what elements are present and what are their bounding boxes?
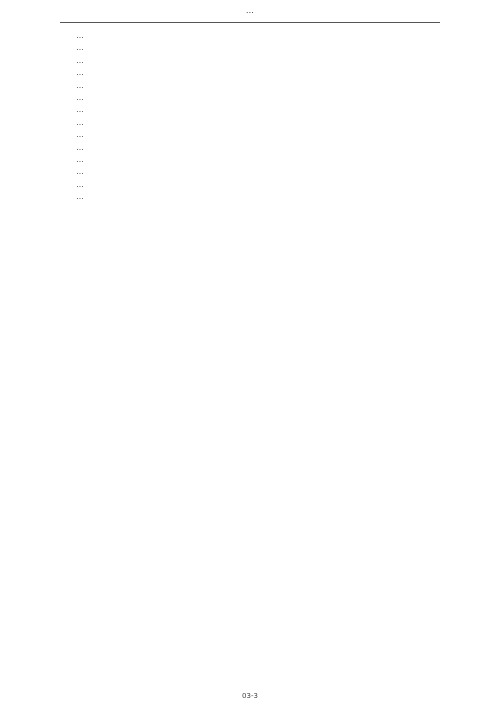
paragraph-13: … bbox=[76, 142, 84, 152]
paragraph-16: … bbox=[76, 179, 84, 189]
document-body bbox=[62, 30, 438, 680]
paragraph-14: … bbox=[76, 155, 84, 165]
paragraph-8: … bbox=[76, 80, 84, 90]
paragraph-7: … bbox=[76, 68, 84, 78]
paragraph-17: … bbox=[76, 192, 84, 202]
paragraph-4: … bbox=[76, 31, 84, 40]
paragraph-6: … bbox=[76, 55, 84, 65]
page-number: 03-3 bbox=[242, 692, 258, 700]
paragraph-15: … bbox=[76, 167, 84, 177]
paragraph-10: … bbox=[76, 105, 84, 115]
paragraph-9: … bbox=[76, 93, 84, 103]
header-rule bbox=[60, 22, 440, 23]
running-header: … bbox=[245, 6, 255, 15]
paragraph-12: … bbox=[76, 130, 84, 140]
paragraph-11: … bbox=[76, 117, 84, 127]
paragraph-5: … bbox=[76, 43, 84, 53]
